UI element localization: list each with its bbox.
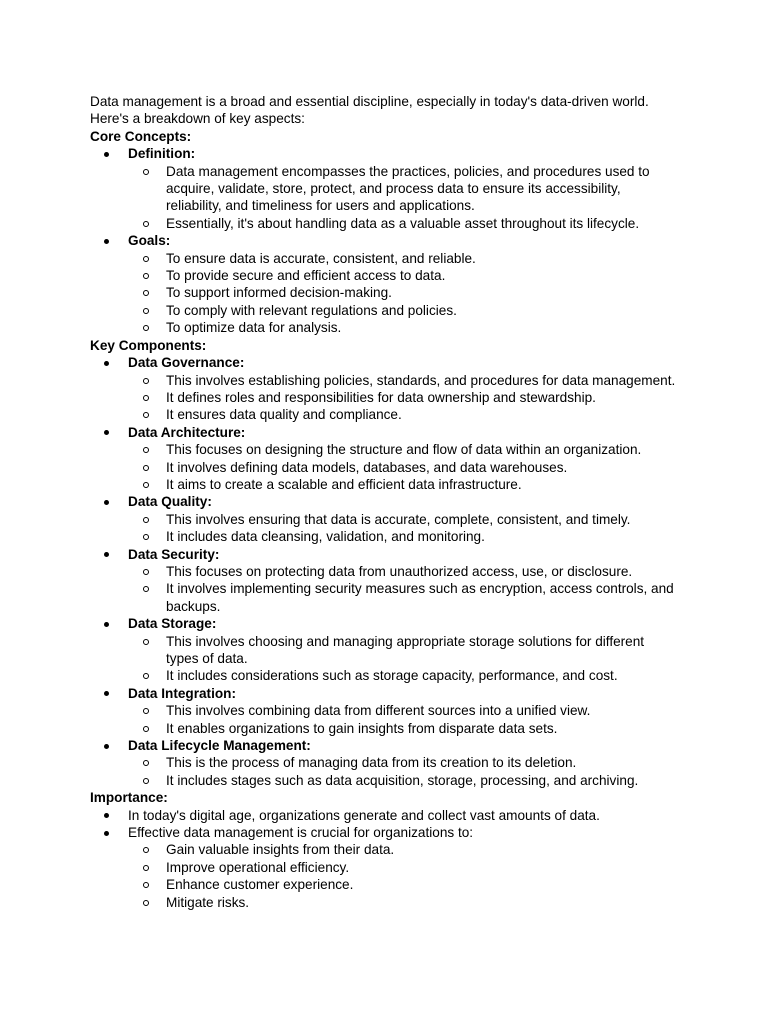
circle-bullet-icon — [143, 639, 149, 645]
sub-item-text: It ensures data quality and compliance. — [166, 407, 402, 423]
item-text: In today's digital age, organizations generate and collect vast amounts of data. — [128, 807, 600, 823]
bullet-icon — [104, 622, 109, 627]
sub-item-text: To optimize data for analysis. — [166, 320, 342, 336]
item-title: Data Governance: — [128, 355, 245, 371]
sub-list-item — [128, 894, 680, 911]
bullet-list — [90, 807, 680, 911]
sub-item-text: This involves ensuring that data is accurate, complete, consistent, and timely. — [166, 511, 631, 527]
sub-bullet-list — [128, 563, 680, 615]
bullet-icon — [104, 500, 109, 505]
item-title: Data Quality: — [128, 494, 212, 510]
sub-list-item — [128, 215, 680, 232]
item-title: Data Architecture: — [128, 424, 246, 440]
sub-list-item — [128, 372, 680, 389]
sub-item-text: Mitigate risks. — [166, 894, 250, 910]
sub-list-item — [128, 841, 680, 858]
bullet-icon — [104, 152, 109, 157]
sub-item-text: It includes considerations such as storage capacity, performance, and cost. — [166, 668, 618, 684]
circle-bullet-icon — [143, 465, 149, 471]
circle-bullet-icon — [143, 169, 149, 175]
sub-list-item — [128, 389, 680, 406]
circle-bullet-icon — [143, 847, 149, 853]
sub-list-item — [128, 267, 680, 284]
sub-list-item — [128, 754, 680, 771]
sub-item-text: Essentially, it's about handling data as a valuable asset throughout its lifecycle. — [166, 215, 640, 231]
sub-item-text: This involves establishing policies, standards, and procedures for data management. — [166, 372, 676, 388]
bullet-icon — [104, 552, 109, 557]
sub-item-text: It includes data cleansing, validation, and monitoring. — [166, 529, 485, 545]
item-title: Data Integration: — [128, 685, 236, 701]
circle-bullet-icon — [143, 221, 149, 227]
sub-list-item — [128, 459, 680, 476]
sub-list-item — [128, 563, 680, 580]
sub-list-item — [128, 319, 680, 336]
item-text: Effective data management is crucial for organizations to: — [128, 825, 474, 841]
circle-bullet-icon — [143, 517, 149, 523]
bullet-icon — [104, 831, 109, 836]
bullet-icon — [104, 430, 109, 435]
sub-list-item — [128, 859, 680, 876]
bullet-list — [90, 145, 680, 336]
sub-item-text: To support informed decision-making. — [166, 285, 392, 301]
sub-list-item — [128, 633, 680, 668]
sub-item-text: This is the process of managing data from its creation to its deletion. — [166, 755, 577, 771]
list-item — [90, 232, 680, 336]
sub-list-item — [128, 667, 680, 684]
section-heading: Key Components: — [90, 337, 207, 353]
circle-bullet-icon — [143, 482, 149, 488]
list-item — [90, 807, 680, 824]
circle-bullet-icon — [143, 447, 149, 453]
sub-list-item — [128, 250, 680, 267]
circle-bullet-icon — [143, 412, 149, 418]
circle-bullet-icon — [143, 708, 149, 714]
list-item — [90, 493, 680, 545]
sub-list-item — [128, 441, 680, 458]
sub-list-item — [128, 302, 680, 319]
sub-item-text: It involves implementing security measures such as encryption, access controls, and backups. — [166, 581, 674, 614]
bullet-list — [90, 354, 680, 789]
circle-bullet-icon — [143, 290, 149, 296]
sub-bullet-list — [128, 163, 680, 233]
sub-bullet-list — [128, 633, 680, 685]
circle-bullet-icon — [143, 760, 149, 766]
list-item — [90, 546, 680, 616]
document-body — [90, 93, 680, 911]
item-title: Goals: — [128, 233, 171, 249]
sub-item-text: Improve operational efficiency. — [166, 859, 350, 875]
sub-bullet-list — [128, 754, 680, 789]
sub-item-text: It includes stages such as data acquisition, storage, processing, and archiving. — [166, 772, 639, 788]
item-title: Data Lifecycle Management: — [128, 738, 311, 754]
sub-list-item — [128, 702, 680, 719]
circle-bullet-icon — [143, 778, 149, 784]
sub-list-item — [128, 720, 680, 737]
sub-list-item — [128, 528, 680, 545]
sub-item-text: This involves combining data from different sources into a unified view. — [166, 703, 591, 719]
sub-item-text: It aims to create a scalable and efficient data infrastructure. — [166, 476, 522, 492]
bullet-icon — [104, 691, 109, 696]
bullet-icon — [104, 744, 109, 749]
sub-bullet-list — [128, 250, 680, 337]
circle-bullet-icon — [143, 534, 149, 540]
list-item — [90, 737, 680, 789]
circle-bullet-icon — [143, 395, 149, 401]
circle-bullet-icon — [143, 673, 149, 679]
bullet-icon — [104, 239, 109, 244]
circle-bullet-icon — [143, 900, 149, 906]
sub-item-text: It defines roles and responsibilities for data ownership and stewardship. — [166, 389, 596, 405]
sub-list-item — [128, 772, 680, 789]
bullet-icon — [104, 361, 109, 366]
sub-item-text: Data management encompasses the practices, policies, and procedures used to acquire, validate, store, protect, and process data to ensure its accessibility, reliability, and timeliness for users and applications. — [166, 163, 650, 214]
circle-bullet-icon — [143, 325, 149, 331]
circle-bullet-icon — [143, 569, 149, 575]
sub-item-text: Enhance customer experience. — [166, 877, 354, 893]
section-heading: Importance: — [90, 790, 168, 806]
list-item — [90, 685, 680, 737]
sub-list-item — [128, 163, 680, 215]
sub-item-text: It enables organizations to gain insights from disparate data sets. — [166, 720, 558, 736]
circle-bullet-icon — [143, 865, 149, 871]
item-title: Data Security: — [128, 546, 220, 562]
circle-bullet-icon — [143, 586, 149, 592]
sub-list-item — [128, 580, 680, 615]
sections-container — [90, 128, 680, 911]
circle-bullet-icon — [143, 308, 149, 314]
section-heading: Core Concepts: — [90, 128, 192, 144]
circle-bullet-icon — [143, 256, 149, 262]
bullet-icon — [104, 813, 109, 818]
sub-bullet-list — [128, 702, 680, 737]
sub-bullet-list — [128, 841, 680, 911]
circle-bullet-icon — [143, 882, 149, 888]
list-item — [90, 145, 680, 232]
sub-item-text: This focuses on designing the structure and flow of data within an organization. — [166, 442, 642, 458]
sub-item-text: To ensure data is accurate, consistent, and reliable. — [166, 250, 476, 266]
sub-list-item — [128, 476, 680, 493]
sub-bullet-list — [128, 372, 680, 424]
sub-bullet-list — [128, 441, 680, 493]
intro-paragraph: Data management is a broad and essential discipline, especially in today's data-driven world. Here's a breakdown of key aspects: — [90, 94, 649, 127]
sub-list-item — [128, 406, 680, 423]
sub-item-text: This focuses on protecting data from unauthorized access, use, or disclosure. — [166, 563, 633, 579]
circle-bullet-icon — [143, 726, 149, 732]
list-item — [90, 354, 680, 424]
list-item — [90, 615, 680, 685]
list-item — [90, 424, 680, 494]
sub-item-text: It involves defining data models, databases, and data warehouses. — [166, 459, 568, 475]
sub-list-item — [128, 876, 680, 893]
list-item — [90, 824, 680, 911]
sub-bullet-list — [128, 511, 680, 546]
sub-item-text: To comply with relevant regulations and policies. — [166, 302, 457, 318]
circle-bullet-icon — [143, 378, 149, 384]
sub-item-text: Gain valuable insights from their data. — [166, 842, 395, 858]
sub-item-text: This involves choosing and managing appropriate storage solutions for different types of data. — [166, 633, 645, 666]
circle-bullet-icon — [143, 273, 149, 279]
item-title: Definition: — [128, 146, 196, 162]
item-title: Data Storage: — [128, 616, 217, 632]
sub-list-item — [128, 511, 680, 528]
sub-item-text: To provide secure and efficient access to data. — [166, 268, 446, 284]
sub-list-item — [128, 284, 680, 301]
